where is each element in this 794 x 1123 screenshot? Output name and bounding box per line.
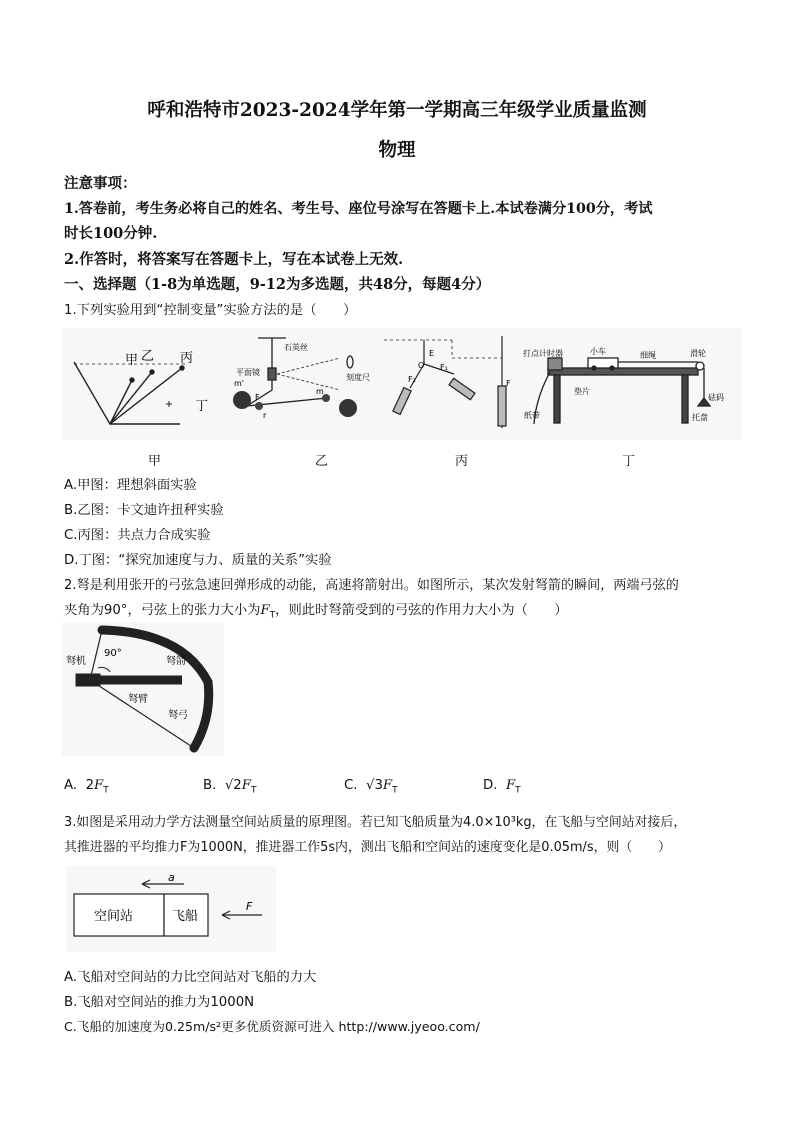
bing-label-f: F [506, 379, 511, 388]
q3-option-a: A.飞船对空间站的力比空间站对飞船的力大 [64, 970, 317, 985]
crossbow-drawing [76, 630, 209, 748]
crossbow-label-arm: 弩臂 [128, 694, 148, 705]
ding-label-tray: 托盘 [692, 413, 708, 422]
bing-label-f1: F₁ [440, 363, 448, 372]
q3-diagram [74, 880, 262, 936]
q1-option-d: D.丁图：“探究加速度与力、质量的关系”实验 [64, 553, 332, 568]
ding-label-timer: 打点计时器 [523, 349, 563, 358]
jia-label-bing: 丙 [180, 351, 194, 366]
ding-label-tape: 纸带 [524, 411, 540, 420]
jia-label-yi: 乙 [141, 349, 155, 364]
yi-label-scale: 刻度尺 [346, 373, 370, 382]
ding-label-pulley: 滑轮 [690, 349, 706, 358]
q3-label-station: 空间站 [94, 909, 134, 924]
section-heading: 一、选择题（1-8为单选题，9-12为多选题，共48分，每题4分） [64, 276, 491, 293]
ding-label-shim: 垫片 [574, 387, 590, 396]
jia-label-ding: 丁 [195, 399, 209, 414]
q1-option-a: A.甲图：理想斜面实验 [64, 478, 197, 493]
q2-option-a: A. $2F_T$ [64, 778, 109, 796]
q1-stem: 1.下列实验用到“控制变量”实验方法的是（ ） [64, 303, 357, 318]
q3-option-c: C.飞船的加速度为0.25m/s²更多优质资源可进入 http://www.jyeoo.com/ [64, 1019, 480, 1034]
notice-item-1-cont: 时长100分钟. [64, 225, 158, 242]
yi-label-quartz: 石英丝 [284, 343, 308, 352]
crossbow-label-trigger: 弩机 [66, 656, 86, 667]
yi-label-m: m [316, 387, 324, 396]
yi-large-ball-left [233, 391, 251, 409]
crossbow-label-arrow: 弩箭 [166, 656, 186, 667]
yi-small-ball-left [255, 402, 263, 410]
yi-large-ball-right [339, 399, 357, 417]
q2-stem-var: F [260, 603, 270, 618]
figure-jia-inclines [74, 362, 187, 424]
figure-bing-force-composition [384, 336, 506, 428]
notice-item-2: 2.作答时，将答案写在答题卡上，写在本试卷上无效. [64, 251, 404, 268]
ding-label-weights: 砝码 [708, 393, 724, 402]
ding-label-string: 细绳 [640, 351, 656, 360]
notice-heading: 注意事项： [64, 175, 137, 192]
q2-stem-line2 [64, 599, 568, 621]
q2-crossbow-figure [62, 622, 224, 756]
q3-label-f: F [246, 900, 253, 913]
yi-label-r: r [263, 411, 267, 420]
page-title: 呼和浩特市2023-2024学年第一学期高三年级学业质量监测 [147, 100, 647, 121]
yi-label-mirror: 平面镜 [236, 368, 260, 377]
q3-label-ship: 飞船 [172, 909, 199, 924]
q1-option-b: B.乙图：卡文迪许扭秤实验 [64, 503, 224, 518]
figure-ding-cart-track [534, 358, 710, 424]
jia-label-jia: 甲 [125, 353, 139, 368]
caption-bing: 丙 [455, 454, 469, 469]
q2-option-c: C. $√3F_T$ [344, 778, 398, 796]
caption-jia: 甲 [148, 454, 162, 469]
q3-figure [66, 866, 276, 952]
yi-label-m-prime: m' [234, 379, 244, 388]
q1-figure [62, 328, 742, 440]
caption-ding: 丁 [622, 454, 636, 469]
bing-label-e: E [429, 349, 435, 358]
ding-label-cart: 小车 [590, 347, 606, 356]
q2-option-b: B. $√2F_T$ [203, 778, 257, 796]
q2-option-d: D. $F_T$ [483, 778, 521, 796]
yi-label-f: F [255, 393, 260, 402]
caption-yi: 乙 [315, 454, 329, 469]
q3-stem-line1: 3.如图是采用动力学方法测量空间站质量的原理图。若已知飞船质量为4.0×10³kg，在飞船与空间站对接后， [64, 815, 687, 830]
q3-option-b: B.飞船对空间站的推力为1000N [64, 995, 255, 1010]
q3-stem-line2: 其推进器的平均推力F为1000N，推进器工作5s内，测出飞船和空间站的速度变化是0.05m/s，则（ ） [64, 840, 671, 855]
q3-label-a: a [168, 871, 175, 884]
bing-label-o: O [418, 361, 425, 370]
subject-title: 物理 [378, 140, 416, 161]
q2-stem-post: ，则此时弩箭受到的弓弦的作用力大小为（ ） [275, 603, 568, 618]
notice-item-1: 1.答卷前，考生务必将自己的姓名、考生号、座位号涂写在答题卡上.本试卷满分100分，考试 [64, 201, 653, 217]
q2-stem-line1: 2.弩是利用张开的弓弦急速回弹形成的动能，高速将箭射出。如图所示，某次发射弩箭的瞬间，两端弓弦的 [64, 578, 679, 593]
crossbow-label-bow: 弩弓 [168, 710, 188, 721]
bing-label-f2: F₂ [408, 375, 416, 384]
q2-stem-sub: T [269, 610, 276, 621]
crossbow-label-angle: 90° [104, 648, 122, 659]
q1-option-c: C.丙图：共点力合成实验 [64, 528, 211, 543]
q2-stem-pre: 夹角为90°，弓弦上的张力大小为 [64, 603, 261, 618]
